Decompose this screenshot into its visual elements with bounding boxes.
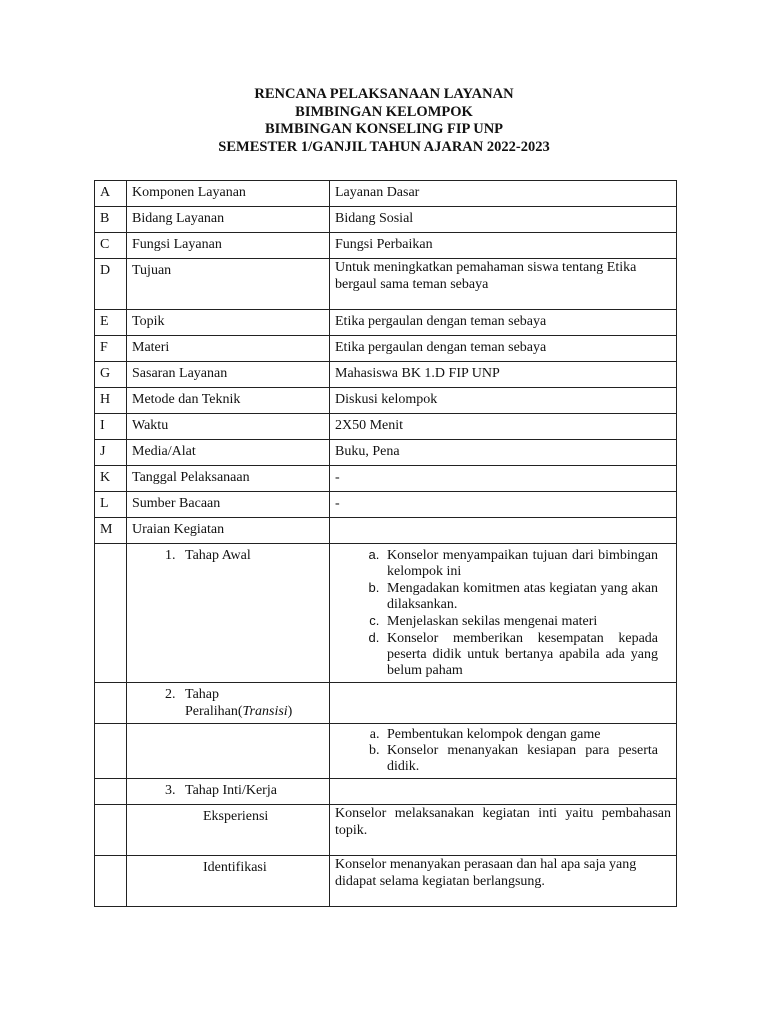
table-row bbox=[95, 466, 677, 492]
row-value: Buku, Pena bbox=[330, 440, 677, 466]
table-row-identifikasi bbox=[95, 856, 677, 907]
table-row bbox=[95, 492, 677, 518]
row-label: Fungsi Layanan bbox=[127, 233, 330, 259]
table-row-tahap-inti bbox=[95, 779, 677, 805]
row-label: Media/Alat bbox=[127, 440, 330, 466]
table-row bbox=[95, 362, 677, 388]
table-row bbox=[95, 310, 677, 336]
title-line-1: RENCANA PELAKSANAAN LAYANAN bbox=[254, 86, 514, 102]
title-line-3: BIMBINGAN KONSELING FIP UNP bbox=[264, 121, 504, 137]
row-label: Sasaran Layanan bbox=[127, 362, 330, 388]
step-tahap-inti: 3. Tahap Inti/Kerja bbox=[179, 782, 324, 799]
row-value: Layanan Dasar bbox=[330, 181, 677, 207]
row-code: D bbox=[95, 259, 127, 310]
row-value bbox=[330, 518, 677, 544]
eksperiensi-label: Eksperiensi bbox=[127, 805, 330, 856]
step-tahap-peralihan: 2. Tahap Peralihan(Transisi) bbox=[179, 686, 324, 720]
row-value: 2X50 Menit bbox=[330, 414, 677, 440]
table-row bbox=[95, 518, 677, 544]
table-row bbox=[95, 440, 677, 466]
table-row bbox=[95, 181, 677, 207]
row-value: Mahasiswa BK 1.D FIP UNP bbox=[330, 362, 677, 388]
row-code: J bbox=[95, 440, 127, 466]
row-code: C bbox=[95, 233, 127, 259]
list-item: a. Konselor menyampaikan tujuan dari bimbingan kelompok ini bbox=[383, 547, 658, 580]
row-code: F bbox=[95, 336, 127, 362]
row-code: K bbox=[95, 466, 127, 492]
row-value: - bbox=[330, 466, 677, 492]
step-list bbox=[127, 547, 324, 564]
list-item: c. Menjelaskan sekilas mengenai materi bbox=[383, 613, 658, 630]
row-label: Metode dan Teknik bbox=[127, 388, 330, 414]
row-value: Etika pergaulan dengan teman sebaya bbox=[330, 336, 677, 362]
list-item: a. Pembentukan kelompok dengan game bbox=[383, 727, 658, 743]
row-label: Bidang Layanan bbox=[127, 207, 330, 233]
table-row-tahap-awal bbox=[95, 544, 677, 683]
tahap-peralihan-items bbox=[335, 727, 658, 775]
table-row bbox=[95, 388, 677, 414]
plan-table bbox=[94, 180, 677, 907]
row-label: Uraian Kegiatan bbox=[127, 518, 330, 544]
row-code: L bbox=[95, 492, 127, 518]
step-list bbox=[127, 686, 324, 720]
row-code: H bbox=[95, 388, 127, 414]
table-row-peralihan-items bbox=[95, 724, 677, 779]
document-title bbox=[0, 86, 768, 156]
row-label: Materi bbox=[127, 336, 330, 362]
row-value: Fungsi Perbaikan bbox=[330, 233, 677, 259]
list-item: b. Konselor menanyakan kesiapan para peserta didik. bbox=[383, 743, 658, 775]
table-row-tahap-peralihan bbox=[95, 683, 677, 724]
tahap-awal-items bbox=[335, 547, 658, 679]
row-code: E bbox=[95, 310, 127, 336]
row-value: Untuk meningkatkan pemahaman siswa tentang Etika bergaul sama teman sebaya bbox=[330, 259, 677, 310]
step-list bbox=[127, 782, 324, 799]
row-code: B bbox=[95, 207, 127, 233]
table-row bbox=[95, 233, 677, 259]
row-label: Sumber Bacaan bbox=[127, 492, 330, 518]
title-line-4: SEMESTER 1/GANJIL TAHUN AJARAN 2022-2023 bbox=[218, 138, 550, 155]
table-row-eksperiensi bbox=[95, 805, 677, 856]
row-value: Etika pergaulan dengan teman sebaya bbox=[330, 310, 677, 336]
row-code: M bbox=[95, 518, 127, 544]
table-row bbox=[95, 414, 677, 440]
row-code: I bbox=[95, 414, 127, 440]
row-label: Komponen Layanan bbox=[127, 181, 330, 207]
list-item: b. Mengadakan komitmen atas kegiatan yang akan dilaksankan. bbox=[383, 580, 658, 613]
row-value: Diskusi kelompok bbox=[330, 388, 677, 414]
title-line-2: BIMBINGAN KELOMPOK bbox=[295, 103, 473, 120]
row-label: Topik bbox=[127, 310, 330, 336]
row-value: Bidang Sosial bbox=[330, 207, 677, 233]
row-code: G bbox=[95, 362, 127, 388]
row-value: - bbox=[330, 492, 677, 518]
list-item: d. Konselor memberikan kesempatan kepada peserta didik untuk bertanya apabila ada yang belum paham bbox=[383, 630, 658, 679]
step-tahap-awal: 1. Tahap Awal bbox=[179, 547, 324, 564]
identifikasi-value: Konselor menanyakan perasaan dan hal apa saja yang didapat selama kegiatan berlangsung. bbox=[330, 856, 677, 907]
row-label: Tanggal Pelaksanaan bbox=[127, 466, 330, 492]
row-label: Waktu bbox=[127, 414, 330, 440]
identifikasi-label: Identifikasi bbox=[127, 856, 330, 907]
row-label: Tujuan bbox=[127, 259, 330, 310]
row-code: A bbox=[95, 181, 127, 207]
table-row bbox=[95, 336, 677, 362]
table-row bbox=[95, 259, 677, 310]
table-row bbox=[95, 207, 677, 233]
eksperiensi-value: Konselor melaksanakan kegiatan inti yaitu pembahasan topik. bbox=[330, 805, 677, 856]
